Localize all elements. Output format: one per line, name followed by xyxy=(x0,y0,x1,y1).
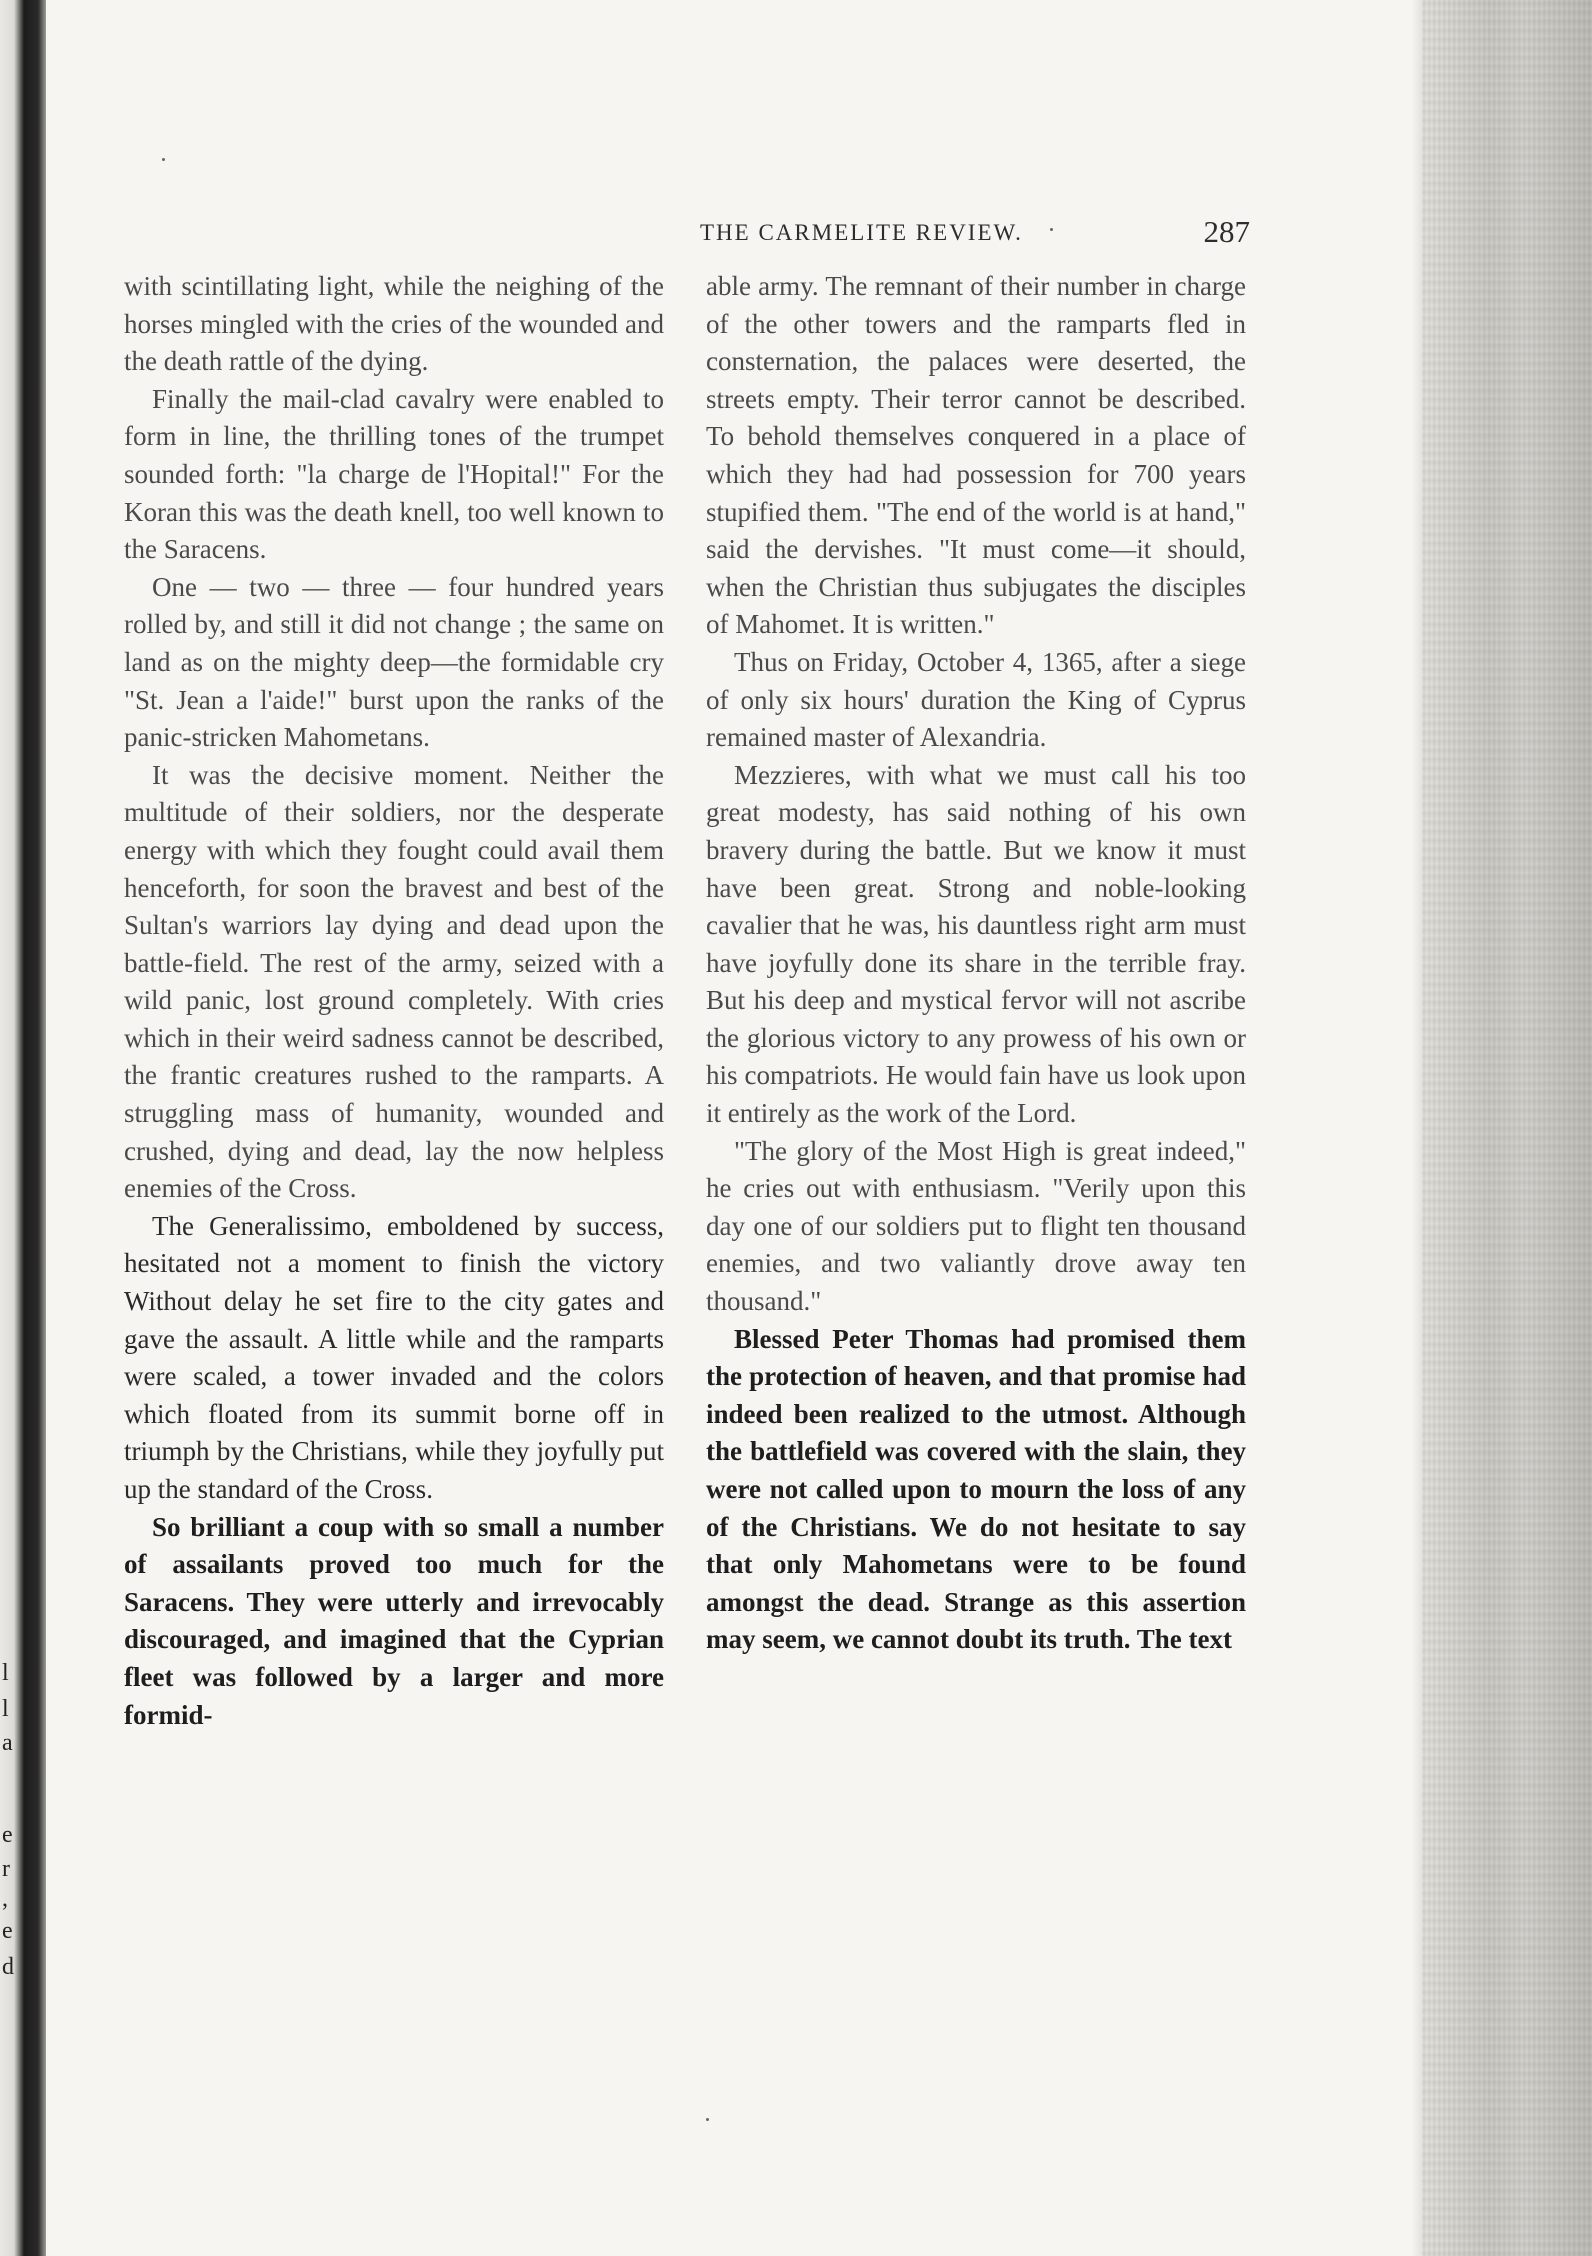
gutter-letter: r xyxy=(2,1856,10,1882)
paragraph: "The glory of the Most High is great indeed," he cries out with enthusiasm. "Verily upon this day one of our soldiers put to flight ten thousand enemies, and two valiantly drove away ten thousand." xyxy=(706,1135,1246,1317)
paragraph: able army. The remnant of their number in charge of the other towers and the ramparts fled in consternation, the palaces were deserted, the streets empty. Their terror cannot be described. To behold themselves conquered in a place of which they had had possession for 700 years stupified them. "The end of the world is at hand," said the dervishes. "It must come—it should, when the Christian thus subjugates the disciples of Mahomet. It is written." xyxy=(706,271,1246,640)
gutter-letter: e xyxy=(2,1822,13,1848)
page-number: 287 xyxy=(1203,214,1250,249)
gutter-letter: l xyxy=(2,1696,9,1722)
page-header xyxy=(700,214,1260,260)
paragraph: So brilliant a coup with so small a number of assailants proved too much for the Saracens. They were utterly and irrevocably discouraged, and imagined that the Cyprian fleet was followed by a larger and more formid- xyxy=(124,1511,664,1730)
gutter-letter: , xyxy=(2,1886,8,1912)
running-title: THE CARMELITE REVIEW. xyxy=(700,220,1023,245)
page-fold-shadow xyxy=(1412,0,1422,2256)
paragraph: Blessed Peter Thomas had promised them the protection of heaven, and that promise had indeed been realized to the utmost. Although the battlefield was covered with the slain, they were not called upon to mourn the loss of any of the Christians. We do not hesitate to say that only Mahometans were to be found amongst the dead. Strange as this assertion may seem, we cannot doubt its truth. The text xyxy=(706,1323,1246,1655)
paragraph: with scintillating light, while the neighing of the horses mingled with the cries of the wounded and the death rattle of the dying. xyxy=(124,271,664,377)
paragraph: The Generalissimo, emboldened by success, hesitated not a moment to finish the victory Without delay he set fire to the city gates and gave the assault. A little while and the ramparts were scaled, a tower invaded and the colors which floated from its summit borne off in triumph by the Christians, while they joyfully put up the standard of the Cross. xyxy=(124,1210,664,1504)
paragraph: Thus on Friday, October 4, 1365, after a siege of only six hours' duration the King of Cyprus remained master of Alexandria. xyxy=(706,646,1246,753)
page-stack-edge xyxy=(1422,0,1592,2256)
paragraph: Mezzieres, with what we must call his too great modesty, has said nothing of his own bravery during the battle. But we know it must have been great. Strong and noble-looking cavalier that he was, his dauntless right arm must have joyfully done its share in the terrible fray. But his deep and mystical fervor will not ascribe the glorious victory to any prowess of his own or his compatriots. He would fain have us look upon it entirely as the work of the Lord. xyxy=(706,759,1246,1129)
right-column xyxy=(706,268,1246,1659)
gutter-letter: e xyxy=(2,1918,13,1944)
paragraph: One — two — three — four hundred years rolled by, and still it did not change ; the same on land as on the mighty deep—the formidable cry "St. Jean a l'aide!" burst upon the ranks of the panic-stricken Mahometans. xyxy=(124,571,664,753)
left-column xyxy=(124,268,664,1734)
gutter-letter: l xyxy=(2,1660,9,1686)
paragraph: It was the decisive moment. Neither the multitude of their soldiers, nor the desperate energy with which they fought could avail them henceforth, for soon the bravest and best of the Sultan's warriors lay dying and dead upon the battle-field. The rest of the army, seized with a wild panic, lost ground completely. With cries which in their weird sadness cannot be described, the frantic creatures rushed to the ramparts. A struggling mass of humanity, wounded and crushed, dying and dead, lay the now helpless enemies of the Cross. xyxy=(124,759,664,1204)
speck xyxy=(162,158,165,161)
gutter-letter: a xyxy=(2,1730,13,1756)
gutter-letter: d xyxy=(2,1954,14,1980)
speck xyxy=(706,2118,709,2121)
paragraph: Finally the mail-clad cavalry were enabled to form in line, the thrilling tones of the trumpet sounded forth: "la charge de l'Hopital!" For the Koran this was the death knell, too well known to the Saracens. xyxy=(124,383,664,565)
